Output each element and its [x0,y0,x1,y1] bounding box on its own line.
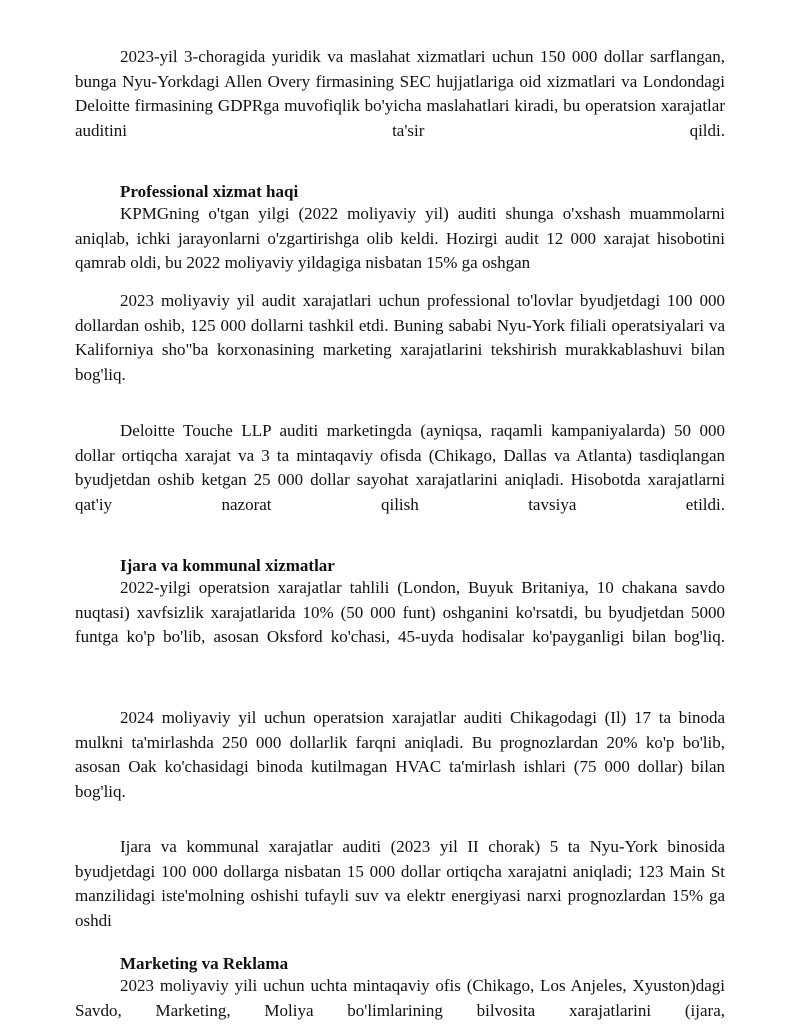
paragraph-london-analysis: 2022-yilgi operatsion xarajatlar tahlili (London, Buyuk Britaniya, 10 chakana savdo nuqtasi) xavfsizlik xarajatlarida 10% (50 000 funt) oshganini ko'rsatdi, bu byudjetdan 5000 funtga ko'p bo'lib, asosan Oksford ko'chasi, 45-uyda hodisalar ko'payganligi bilan bog'liq. [75,578,725,646]
paragraph-regional-offices: 2023 moliyaviy yili uchun uchta mintaqaviy ofis (Chikago, Los Anjeles, Xyuston)dagi Savdo, Marketing, Moliya bo'limlarining bilvosita xarajatlarini (ijara, [75,976,725,1020]
paragraph-legal-services: 2023-yil 3-choragida yuridik va maslahat xizmatlari uchun 150 000 dollar sarflangan, bunga Nyu-Yorkdagi Allen Overy firmasining SEC hujjatlariga oid xizmatlari va Londondagi Deloitte firmasining GDPRga muvofiqlik bo'yicha maslahatlari kiradi, bu operatsion xarajatlar auditini ta'sir qildi. [75,47,725,140]
paragraph-deloitte-audit: Deloitte Touche LLP auditi marketingda (ayniqsa, raqamli kampaniyalarda) 50 000 dollar ortiqcha xarajat va 3 ta mintaqaviy ofisda (Chikago, Dallas va Atlanta) tasdiqlangan byudjetdan oshib ketgan 25 000 dollar sayohat xarajatlarini aniqladi. Hisobotda xarajatlarni qat'iy nazorat qilish tavsiya etildi. [75,421,725,514]
heading-professional-fees: Professional xizmat haqi [120,182,299,201]
paragraph-new-york-utilities: Ijara va kommunal xarajatlar auditi (2023 yil II chorak) 5 ta Nyu-York binosida byudjetdagi 100 000 dollarga nisbatan 15 000 dollar ortiqcha xarajatni aniqladi; 123 Main St manzilidagi iste'molning oshishi tufayli suv va elektr energiyasi narxi prognozlardan 15% ga oshdi [75,837,725,930]
paragraph-audit-fees-2023: 2023 moliyaviy yil audit xarajatlari uchun professional to'lovlar byudjetdagi 100 000 dollardan oshib, 125 000 dollarni tashkil etdi. Buning sababi Nyu-York filiali operatsiyalari va Kaliforniya sho"ba korxonasining marketing xarajatlarini tekshirish murakkablashuvi bilan bog'liq. [75,291,725,384]
heading-marketing-advertising: Marketing va Reklama [120,954,289,973]
heading-rent-utilities: Ijara va kommunal xizmatlar [120,556,335,575]
paragraph-kpmg-audit: KPMGning o'tgan yilgi (2022 moliyaviy yil) auditi shunga o'xshash muammolarni aniqlab, ichki jarayonlarni o'zgartirishga olib keldi. Hozirgi audit 12 000 xarajat hisobotini qamrab oldi, bu 2022 moliyaviy yildagiga nisbatan 15% ga oshgan [75,204,725,272]
paragraph-chicago-audit: 2024 moliyaviy yil uchun operatsion xarajatlar auditi Chikagodagi (Il) 17 ta binoda mulkni ta'mirlashda 250 000 dollarlik farqni aniqladi. Bu prognozlardan 20% ko'p bo'lib, asosan Oak ko'chasidagi binoda kutilmagan HVAC ta'mirlash ishlari (75 000 dollar) bilan bog'liq. [75,708,725,801]
